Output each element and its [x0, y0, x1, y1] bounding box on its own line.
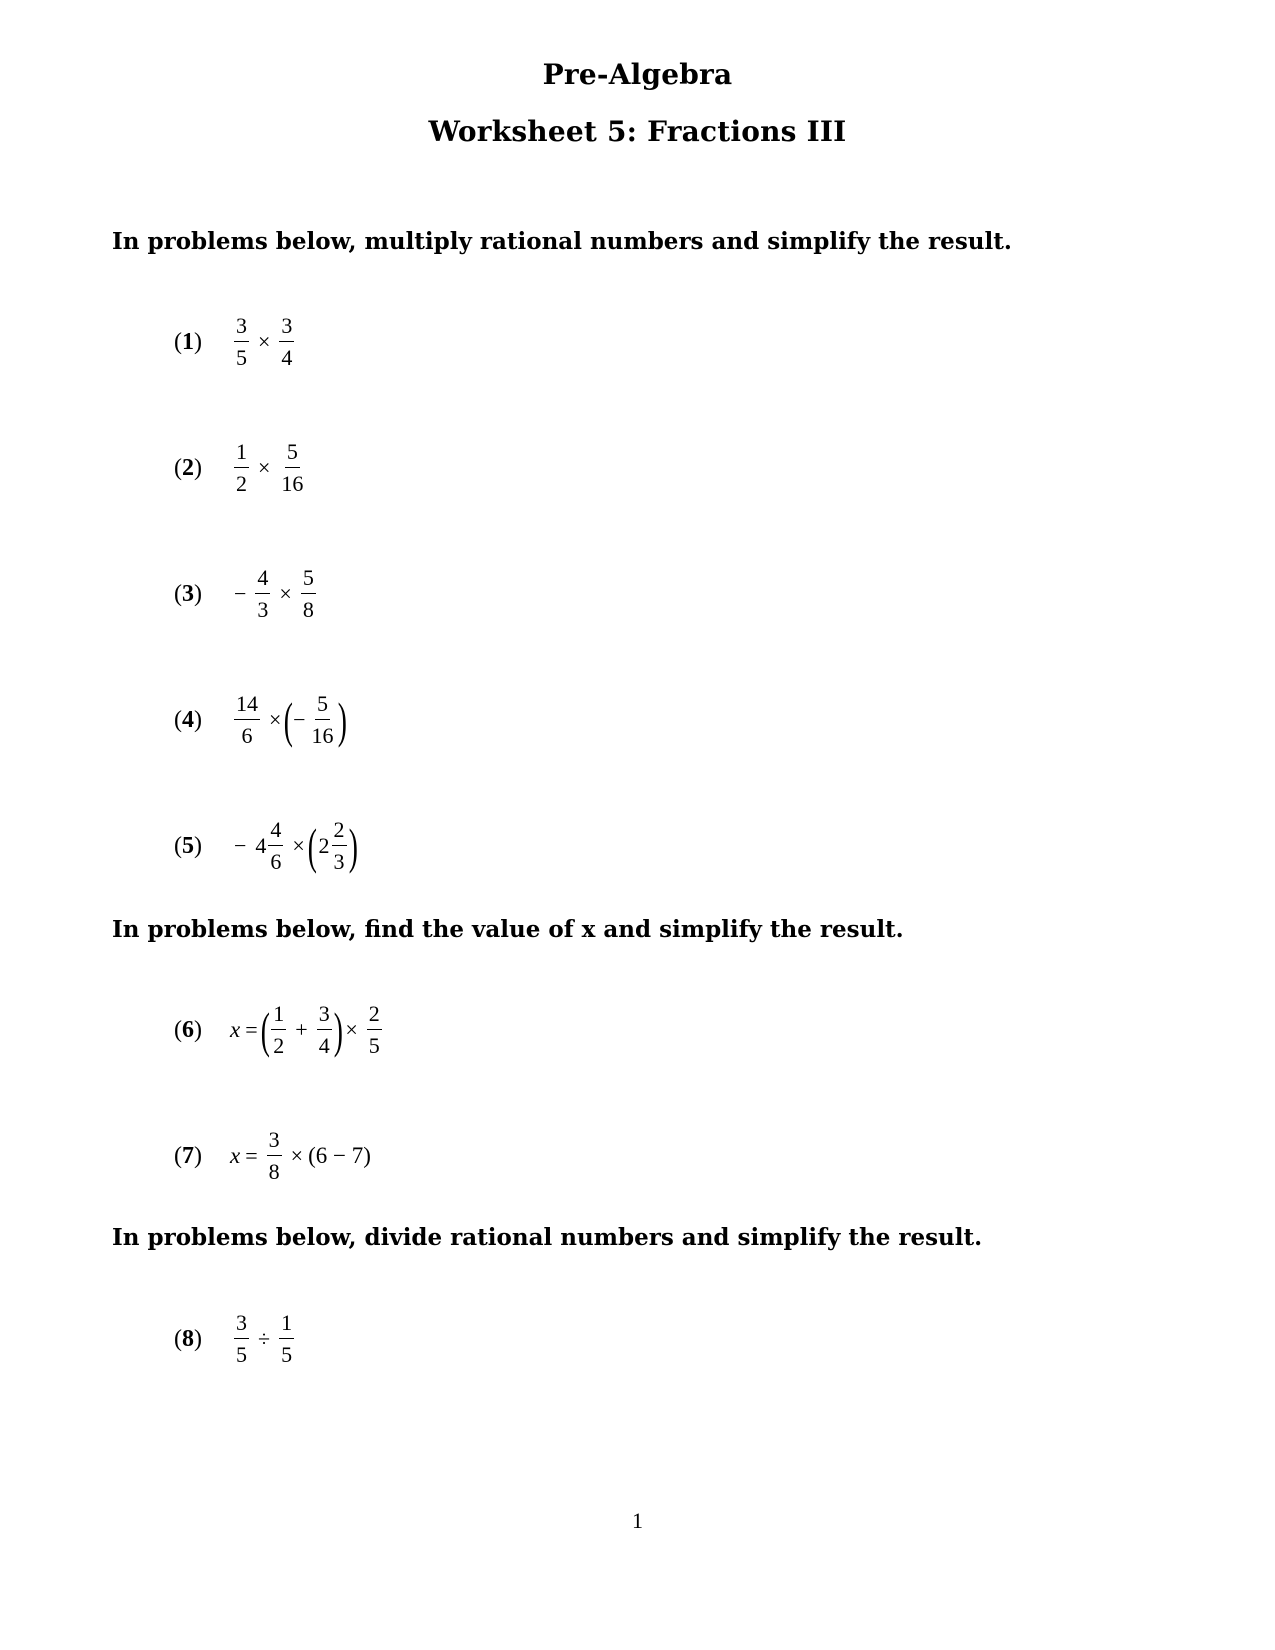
operator: × — [258, 455, 271, 480]
worksheet-subtitle: Worksheet 5: Fractions III — [428, 115, 847, 148]
problem-number: ( 8 ) — [174, 1325, 202, 1352]
fraction: $\frac{3}{4}$ — [281, 313, 293, 370]
fraction: $\frac{3}{5}$ — [236, 313, 247, 370]
operator: ÷ — [258, 1326, 271, 1351]
fraction: $\frac{1}{2}$ — [236, 439, 247, 496]
left-paren: ( — [307, 818, 317, 874]
problem-expression — [230, 691, 347, 748]
fraction: $\frac{4}{6}$ — [270, 817, 282, 874]
problem-7 — [174, 1124, 371, 1188]
problem-expression — [230, 567, 320, 621]
problem-4 — [174, 688, 347, 752]
parenthesized-difference: (6 − 7) — [308, 1143, 371, 1168]
fraction: $\frac{1}{2}$ — [273, 1001, 285, 1058]
fraction: $\frac{5}{8}$ — [302, 565, 314, 622]
fraction: $\frac{3}{4}$ — [318, 1001, 330, 1058]
plus-sign: + — [295, 1017, 308, 1042]
instruction-find-x: In problems below, find the value of x and simplify the result. — [112, 916, 904, 943]
problem-expression — [230, 441, 309, 495]
left-paren: ( — [284, 692, 294, 748]
fraction: $\frac{5}{16}$ — [311, 691, 334, 748]
whole-number: 2 — [318, 833, 330, 858]
problem-3 — [174, 562, 320, 626]
problem-number: ( 6 ) — [174, 1016, 202, 1043]
page-title: Pre-Algebra — [542, 58, 733, 91]
problem-expression — [230, 315, 298, 369]
problem-expression — [230, 1312, 298, 1366]
right-paren: ) — [337, 692, 347, 748]
variable-x: x — [230, 1017, 241, 1042]
problem-5 — [174, 814, 358, 878]
right-paren: ) — [348, 818, 358, 874]
operator: × — [258, 329, 271, 354]
problem-number: ( 7 ) — [174, 1142, 202, 1169]
problem-number: ( 2 ) — [174, 454, 202, 481]
operator: × — [292, 833, 305, 858]
operator: × — [345, 1017, 358, 1042]
minus-sign: − — [293, 707, 306, 732]
fraction: $\frac{4}{3}$ — [257, 565, 269, 622]
problem-1 — [174, 310, 298, 374]
operator: × — [269, 707, 282, 732]
problem-8 — [174, 1307, 298, 1371]
fraction: $\frac{5}{16}$ — [281, 439, 304, 496]
fraction: $\frac{14}{6}$ — [236, 691, 258, 748]
left-paren: ( — [260, 1002, 270, 1058]
minus-sign: − — [234, 833, 247, 858]
problem-expression — [230, 817, 358, 874]
problem-number: ( 5 ) — [174, 832, 202, 859]
problem-expression — [230, 1003, 386, 1057]
problem-expression — [230, 1129, 371, 1183]
right-paren: ) — [333, 1002, 343, 1058]
operator: × — [290, 1143, 304, 1168]
fraction: $\frac{2}{3}$ — [333, 817, 345, 874]
problem-2 — [174, 436, 309, 500]
instruction-divide: In problems below, divide rational numbers and simplify the result. — [112, 1224, 983, 1251]
whole-number: 4 — [255, 833, 267, 858]
problem-number: ( 3 ) — [174, 580, 202, 607]
variable-x: x — [230, 1143, 241, 1168]
problem-number: ( 1 ) — [174, 328, 202, 355]
fraction: $\frac{3}{5}$ — [236, 1310, 247, 1367]
page-number: 1 — [632, 1508, 643, 1533]
equals-sign: = — [245, 1017, 258, 1042]
instruction-multiply: In problems below, multiply rational numbers and simplify the result. — [112, 228, 1012, 255]
minus-sign: − — [234, 581, 247, 606]
problem-6 — [174, 998, 386, 1062]
problem-number: ( 4 ) — [174, 706, 202, 733]
operator: × — [279, 581, 292, 606]
fraction: $\frac{1}{5}$ — [281, 1310, 293, 1367]
fraction: $\frac{2}{5}$ — [368, 1001, 380, 1058]
fraction: $\frac{3}{8}$ — [268, 1127, 280, 1184]
equals-sign: = — [245, 1143, 258, 1168]
